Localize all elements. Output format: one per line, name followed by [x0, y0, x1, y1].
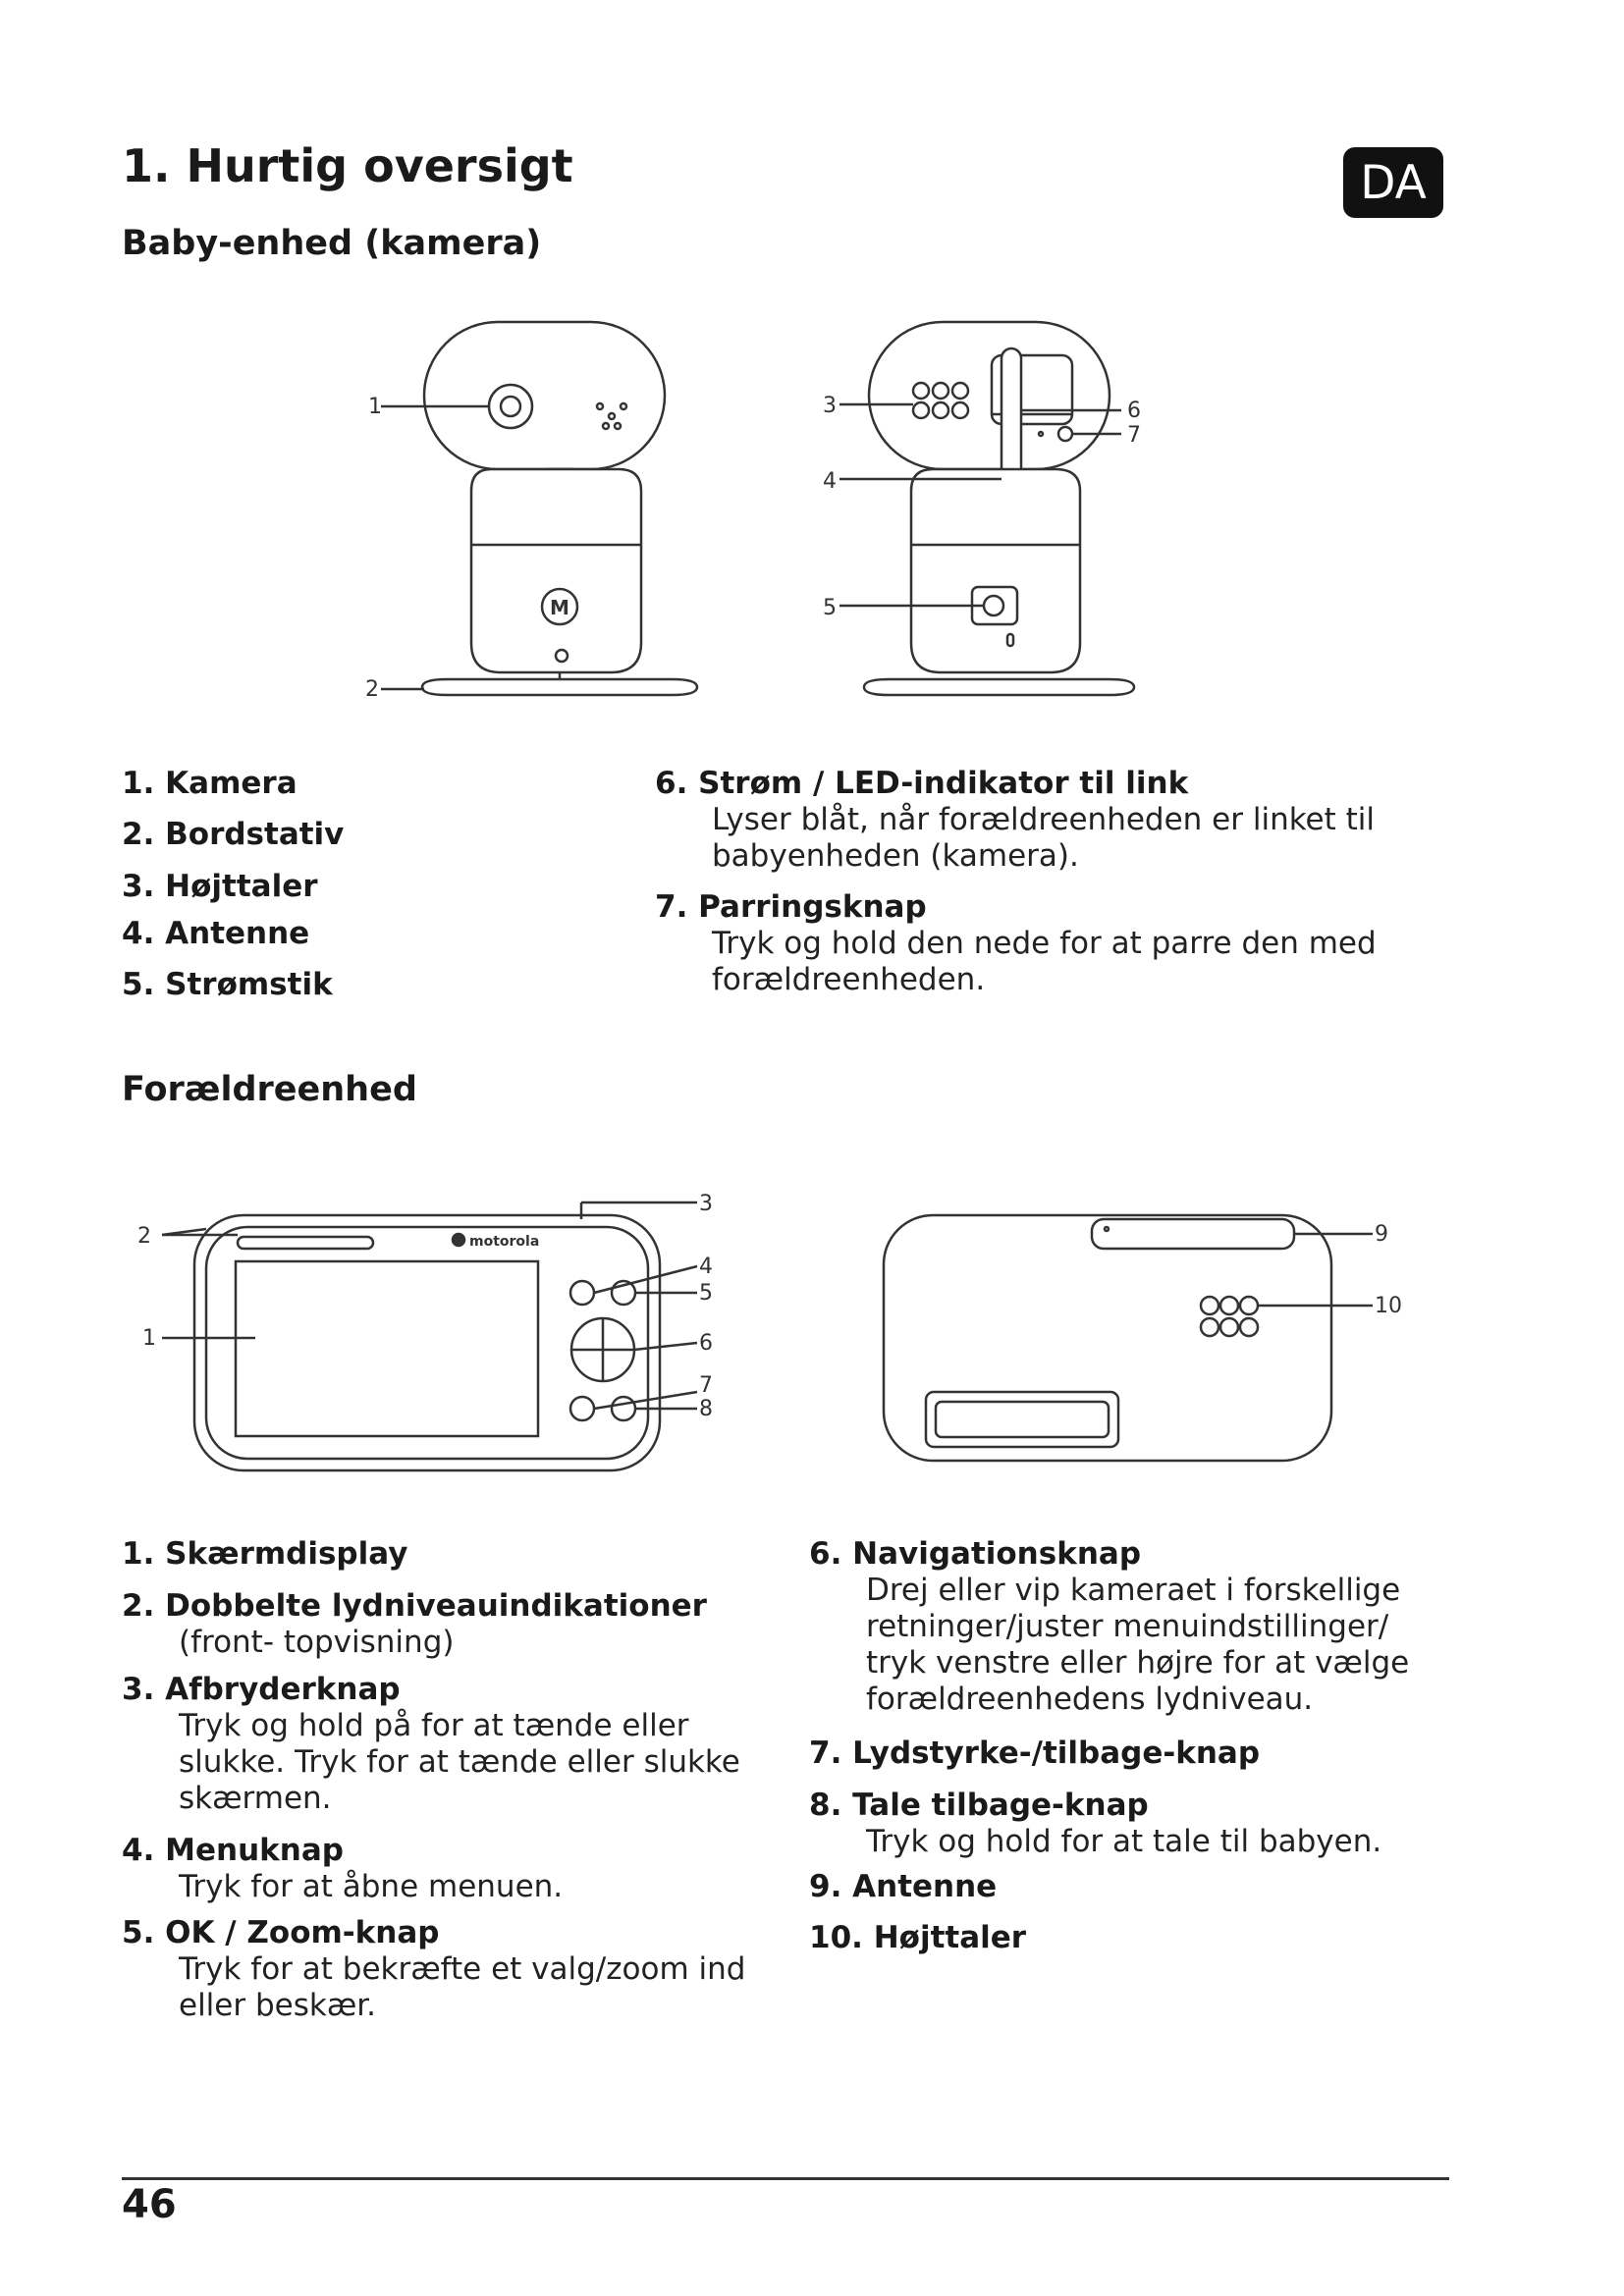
callout-7: 7: [699, 1373, 713, 1398]
brand-logo-icon: [453, 1234, 464, 1246]
brand-name: motorola: [469, 1234, 540, 1250]
parent-unit-heading: Forældreenhed: [122, 1070, 417, 1109]
callout-1: 1: [368, 395, 382, 419]
parent-item-10: 10. Højttaler: [809, 1920, 1027, 1955]
callout-1: 1: [142, 1326, 156, 1351]
callout-3: 3: [699, 1192, 713, 1216]
callout-8: 8: [699, 1397, 713, 1421]
page-title: 1. Hurtig oversigt: [122, 139, 573, 192]
logo-letter: M: [550, 596, 569, 619]
parent-item-4: 4. Menuknap Tryk for at åbne menuen.: [122, 1833, 564, 1904]
camera-front-illustration: [381, 322, 697, 695]
callout-10: 10: [1375, 1294, 1402, 1318]
callout-7: 7: [1127, 423, 1141, 448]
parent-front-illustration: [162, 1202, 697, 1470]
callout-4: 4: [699, 1255, 713, 1279]
language-badge: DA: [1343, 147, 1443, 218]
parent-unit-diagram: [128, 1168, 1424, 1492]
footer-divider: [122, 2177, 1449, 2180]
callout-4: 4: [823, 469, 837, 494]
callout-6: 6: [1127, 399, 1141, 423]
callout-6: 6: [699, 1331, 713, 1356]
baby-item-6: 6. Strøm / LED-indikator til link Lyser blåt, når forældreenheden er linket til babyenheden (kamera).: [655, 766, 1376, 874]
callout-3: 3: [823, 394, 837, 418]
callout-5: 5: [699, 1281, 713, 1306]
callout-2: 2: [137, 1224, 151, 1249]
baby-item-2: 2. Bordstativ: [122, 817, 345, 852]
callout-2: 2: [365, 677, 379, 702]
baby-item-5: 5. Strømstik: [122, 967, 333, 1002]
parent-item-1: 1. Skærmdisplay: [122, 1536, 408, 1572]
baby-item-4: 4. Antenne: [122, 916, 310, 951]
baby-item-3: 3. Højttaler: [122, 869, 318, 904]
parent-item-7: 7. Lydstyrke-/tilbage-knap: [809, 1735, 1261, 1771]
baby-item-1: 1. Kamera: [122, 766, 298, 801]
parent-item-5: 5. OK / Zoom-knap Tryk for at bekræfte et valg/zoom ind eller beskær.: [122, 1915, 746, 2023]
callout-9: 9: [1375, 1222, 1388, 1247]
parent-item-8: 8. Tale tilbage-knap Tryk og hold for at tale til babyen.: [809, 1788, 1382, 1859]
callout-5: 5: [823, 596, 837, 620]
camera-back-illustration: [839, 322, 1134, 695]
parent-item-6: 6. Navigationsknap Drej eller vip kameraet i forskellige retninger/juster menuindstillinger/ tryk venstre eller højre for at vælge forældreenhedens lydniveau.: [809, 1536, 1410, 1717]
baby-item-7: 7. Parringsknap Tryk og hold den nede for at parre den med forældreenheden.: [655, 889, 1377, 997]
page-number: 46: [122, 2182, 177, 2227]
baby-unit-diagram: [353, 304, 1237, 717]
baby-unit-heading: Baby-enhed (kamera): [122, 224, 542, 263]
parent-back-illustration: [884, 1215, 1373, 1461]
parent-item-3: 3. Afbryderknap Tryk og hold på for at tænde eller slukke. Tryk for at tænde eller slukke skærmen.: [122, 1672, 740, 1816]
parent-item-9: 9. Antenne: [809, 1869, 998, 1904]
parent-item-2: 2. Dobbelte lydniveauindikationer (front- topvisning): [122, 1588, 707, 1660]
